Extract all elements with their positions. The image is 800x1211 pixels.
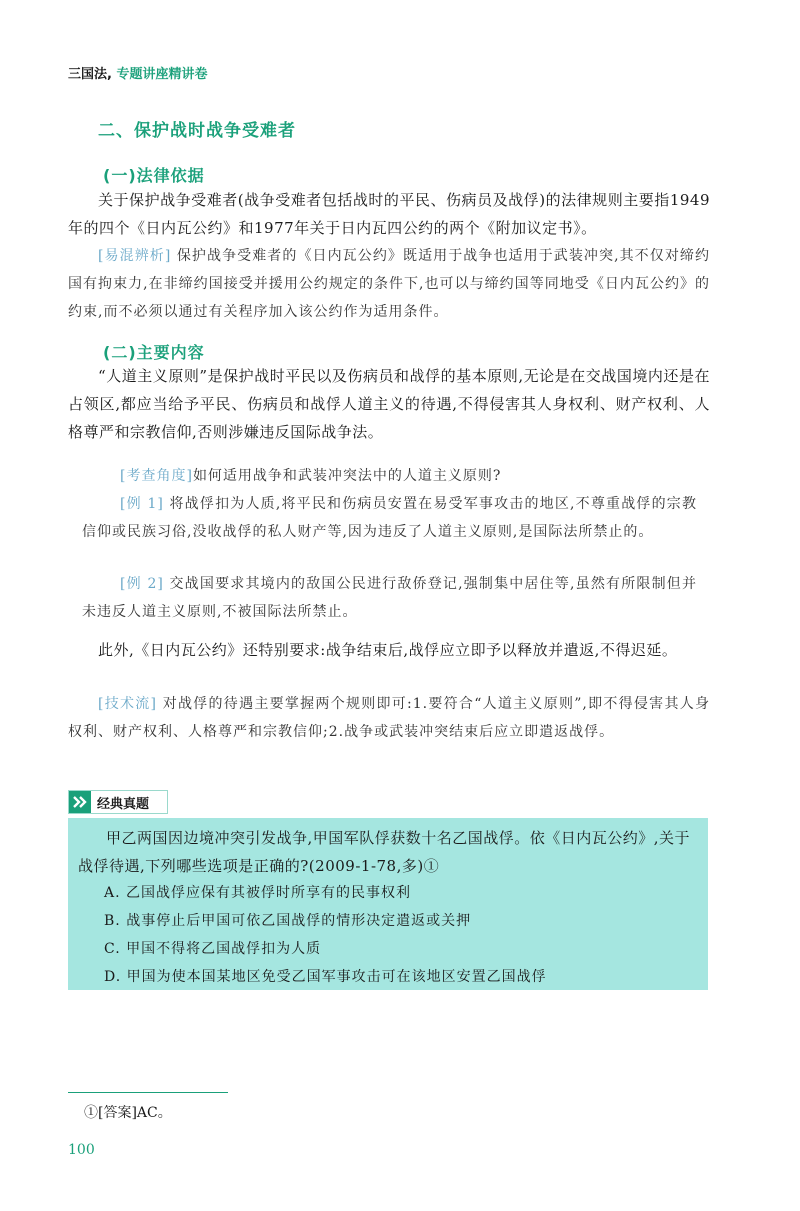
footnote-answer: ①[答案]AC。 — [84, 1105, 172, 1121]
example-2-text: 交战国要求其境内的敌国公民进行敌侨登记,强制集中居住等,虽然有所限制但并未违反人道主义原则,不被国际法所禁止。 — [82, 576, 698, 620]
classic-questions-text: 经典真题 — [97, 797, 150, 812]
header-subtitle: 专题讲座精讲卷 — [116, 67, 208, 82]
example-2-tag: [例 2] — [120, 576, 164, 592]
question-stem: 甲乙两国因边境冲突引发战争,甲国军队俘获数十名乙国战俘。依《日内瓦公约》,关于战俘待遇,下列哪些选项是正确的?(2009-1-78,多)① — [78, 829, 691, 875]
exam-angle-tag: [考查角度] — [120, 468, 193, 484]
note-confusion — [68, 242, 710, 326]
section-title: 二、保护战时战争受难者 — [98, 121, 296, 141]
note-technique — [68, 690, 710, 746]
paragraph-repatriation: 此外,《日内瓦公约》还特别要求:战争结束后,战俘应立即予以释放并遣返,不得迟延。 — [98, 641, 678, 659]
note-technique-tag: [技术流] — [98, 696, 158, 712]
example-2 — [82, 570, 697, 626]
question-option-a: A. 乙国战俘应保有其被俘时所享有的民事权利 — [104, 885, 412, 901]
double-chevron-icon — [69, 791, 91, 813]
classic-questions-label — [68, 790, 168, 814]
example-1 — [82, 490, 697, 546]
running-header — [68, 63, 208, 82]
subsection-title-main-content: (二)主要内容 — [103, 343, 205, 362]
header-series: 三国法, — [68, 67, 112, 82]
exam-angle — [82, 462, 697, 490]
example-1-text: 将战俘扣为人质,将平民和伤病员安置在易受军事攻击的地区,不尊重战俘的宗教信仰或民族习俗,没收战俘的私人财产等,因为违反了人道主义原则,是国际法所禁止的。 — [82, 496, 698, 540]
note-confusion-tag: [易混辨析] — [98, 248, 172, 264]
example-1-tag: [例 1] — [120, 496, 164, 512]
question-option-c: C. 甲国不得将乙国战俘扣为人质 — [104, 941, 322, 957]
paragraph-humanitarian-principle: “人道主义原则”是保护战时平民以及伤病员和战俘的基本原则,无论是在交战国境内还是在占领区,都应当给予平民、伤病员和战俘人道主义的待遇,不得侵害其人身权利、财产权利、人格尊严和宗教信仰,否则涉嫌违反国际战争法。 — [68, 367, 710, 441]
footnote-divider — [68, 1092, 228, 1093]
question-option-d: D. 甲国为使本国某地区免受乙国军事攻击可在该地区安置乙国战俘 — [104, 969, 547, 985]
note-confusion-text: 保护战争受难者的《日内瓦公约》既适用于战争也适用于武装冲突,其不仅对缔约国有拘束力,在非缔约国接受并援用公约规定的条件下,也可以与缔约国等同地受《日内瓦公约》的约束,而不必须以通过有关程序加入该公约作为适用条件。 — [68, 248, 710, 320]
subsection-title-legal-basis: (一)法律依据 — [103, 166, 205, 185]
paragraph-legal-basis: 关于保护战争受难者(战争受难者包括战时的平民、伤病员及战俘)的法律规则主要指1949年的四个《日内瓦公约》和1977年关于日内瓦四公约的两个《附加议定书》。 — [68, 191, 710, 237]
question-option-b: B. 战事停止后甲国可依乙国战俘的情形决定遣返或关押 — [104, 913, 472, 929]
question-box — [68, 818, 708, 990]
exam-angle-text: 如何适用战争和武装冲突法中的人道主义原则? — [192, 468, 502, 484]
note-technique-text: 对战俘的待遇主要掌握两个规则即可:1.要符合“人道主义原则”,即不得侵害其人身权利、财产权利、人格尊严和宗教信仰;2.战争或武装冲突结束后应立即遣返战俘。 — [68, 696, 710, 740]
page-number: 100 — [68, 1142, 95, 1158]
